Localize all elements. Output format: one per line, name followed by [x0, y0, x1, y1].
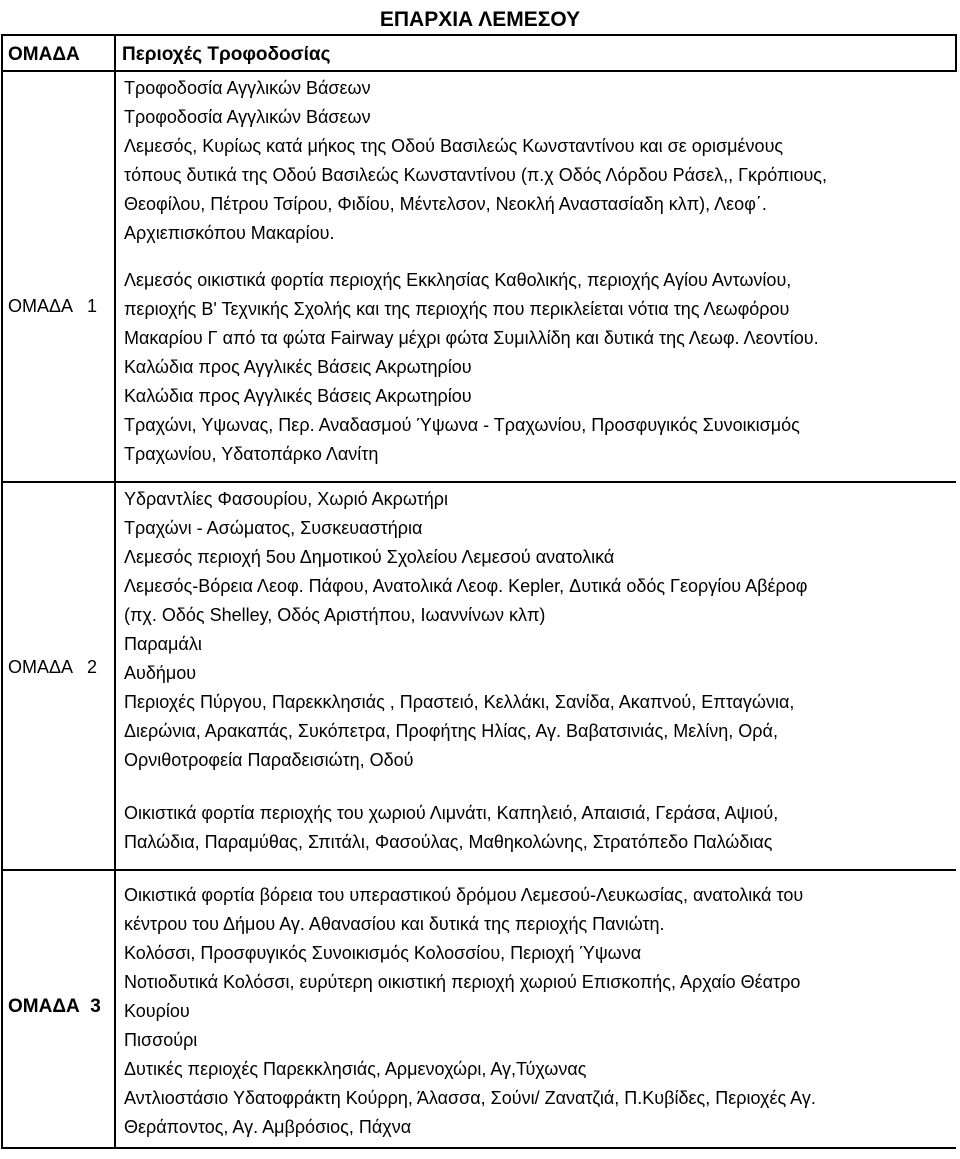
group-2-row: [2, 482, 956, 870]
list-item: Αυδήμου: [124, 663, 197, 683]
group-1-label: ΟΜΑΔΑ 1: [8, 296, 98, 316]
table-header-row: [2, 35, 956, 71]
list-item: Καλώδια προς Αγγλικές Βάσεις Ακρωτηρίου: [124, 386, 472, 406]
list-item: Λεμεσός οικιστικά φορτία περιοχής Εκκλησίας Καθολικής, περιοχής Αγίου Αντωνίου,: [124, 270, 792, 290]
page-title: ΕΠΑΡΧΙΑ ΛΕΜΕΣΟΥ: [379, 8, 581, 31]
list-item: Παραμάλι: [124, 634, 202, 654]
list-item: Λεμεσός, Κυρίως κατά μήκος της Οδού Βασιλεώς Κωνσταντίνου και σε ορισμένους: [124, 136, 784, 156]
list-item: Πισσούρι: [124, 1030, 198, 1050]
list-item: Διερώνια, Αρακαπάς, Συκόπετρα, Προφήτης Ηλίας, Αγ. Βαβατσινιάς, Μελίνη, Ορά,: [124, 721, 778, 741]
list-item: Μακαρίου Γ από τα φώτα Fairway μέχρι φώτα Συμιλλίδη και δυτικά της Λεωφ. Λεοντίου.: [124, 328, 819, 348]
list-item: τόπους δυτικά της Οδού Βασιλεώς Κωνσταντίνου (π.χ Οδός Λόρδου Ράσελ,, Γκρόπιους,: [124, 165, 827, 185]
group-1-cell: [2, 71, 115, 482]
group-3-label: ΟΜΑΔΑ 3: [8, 996, 101, 1017]
list-item: Αρχιεπισκόπου Μακαρίου.: [124, 223, 335, 243]
header-group-label: ΟΜΑΔΑ: [8, 44, 80, 65]
list-item: Υδραντλίες Φασουρίου, Χωριό Ακρωτήρι: [124, 489, 449, 509]
list-item: (πχ. Οδός Shelley, Οδός Αριστήπου, Ιωαννίνων κλπ): [124, 605, 546, 625]
list-item: Θεράποντος, Αγ. Αμβρόσιος, Πάχνα: [124, 1117, 412, 1137]
list-item: Ορνιθοτροφεία Παραδεισιώτη, Οδού: [124, 750, 414, 770]
group-3-cell: [2, 870, 115, 1148]
list-item: Τραχώνι, Υψωνας, Περ. Αναδασμού Ύψωνα - Τραχωνίου, Προσφυγικός Συνοικισμός: [124, 415, 800, 435]
list-item: Οικιστικά φορτία βόρεια του υπεραστικού δρόμου Λεμεσού-Λευκωσίας, ανατολικά του: [124, 885, 804, 905]
list-item: Νοτιοδυτικά Κολόσσι, ευρύτερη οικιστική περιοχή χωριού Επισκοπής, Αρχαίο Θέατρο: [124, 972, 801, 992]
list-item: Κουρίου: [124, 1001, 190, 1021]
list-item: Τραχώνι - Ασώματος, Συσκευαστήρια: [124, 518, 423, 538]
supply-areas-table: [1, 34, 957, 1149]
group-2-label: ΟΜΑΔΑ 2: [8, 657, 98, 677]
list-item: Παλώδια, Παραμύθας, Σπιτάλι, Φασούλας, Μαθηκολώνης, Στρατόπεδο Παλώδιας: [124, 832, 773, 852]
list-item: Καλώδια προς Αγγλικές Βάσεις Ακρωτηρίου: [124, 357, 472, 377]
group-3-content: [115, 870, 956, 1148]
list-item: Τροφοδοσία Αγγλικών Βάσεων: [124, 107, 371, 127]
list-item: Λεμεσός περιοχή 5ου Δημοτικού Σχολείου Λεμεσού ανατολικά: [124, 547, 615, 567]
group-2-content: [115, 482, 956, 870]
group-3-row: [2, 870, 956, 1148]
list-item: κέντρου του Δήμου Αγ. Αθανασίου και δυτικά της περιοχής Πανιώτη.: [124, 914, 665, 934]
list-item: Τροφοδοσία Αγγλικών Βάσεων: [124, 78, 371, 98]
list-item: Τραχωνίου, Υδατοπάρκο Λανίτη: [124, 444, 379, 464]
list-item: Θεοφίλου, Πέτρου Τσίρου, Φιδίου, Μέντελσον, Νεοκλή Αναστασίαδη κλπ), Λεοφ΄.: [124, 194, 767, 214]
list-item: Λεμεσός-Βόρεια Λεοφ. Πάφου, Ανατολικά Λεοφ. Kepler, Δυτικά οδός Γεοργίου Αβέροφ: [124, 576, 808, 596]
group-2-cell: [2, 482, 115, 870]
spacer: [124, 248, 948, 266]
header-areas-label: Περιοχές Τροφοδοσίας: [122, 44, 331, 65]
list-item: Περιοχές Πύργου, Παρεκκλησιάς , Πραστειό, Κελλάκι, Σανίδα, Ακαπνού, Επταγώνια,: [124, 692, 795, 712]
header-areas-cell: [115, 35, 956, 71]
list-item: Οικιστικά φορτία περιοχής του χωριού Λιμνάτι, Καπηλειό, Απαισιά, Γεράσα, Αψιού,: [124, 803, 779, 823]
header-group-cell: [2, 35, 115, 71]
group-1-content: [115, 71, 956, 482]
list-item: Αντλιοστάσιο Υδατοφράκτη Κούρρη, Άλασσα, Σούνι/ Ζανατζιά, Π.Κυβίδες, Περιοχές Αγ.: [124, 1088, 816, 1108]
list-item: Κολόσσι, Προσφυγικός Συνοικισμός Κολοσσίου, Περιοχή Ύψωνα: [124, 943, 642, 963]
spacer: [124, 775, 948, 799]
group-1-row: [2, 71, 956, 482]
list-item: Δυτικές περιοχές Παρεκκλησιάς, Αρμενοχώρι, Αγ,Τύχωνας: [124, 1059, 587, 1079]
list-item: περιοχής Β' Τεχνικής Σχολής και της περιοχής που περικλείεται νότια της Λεωφόρου: [124, 299, 790, 319]
